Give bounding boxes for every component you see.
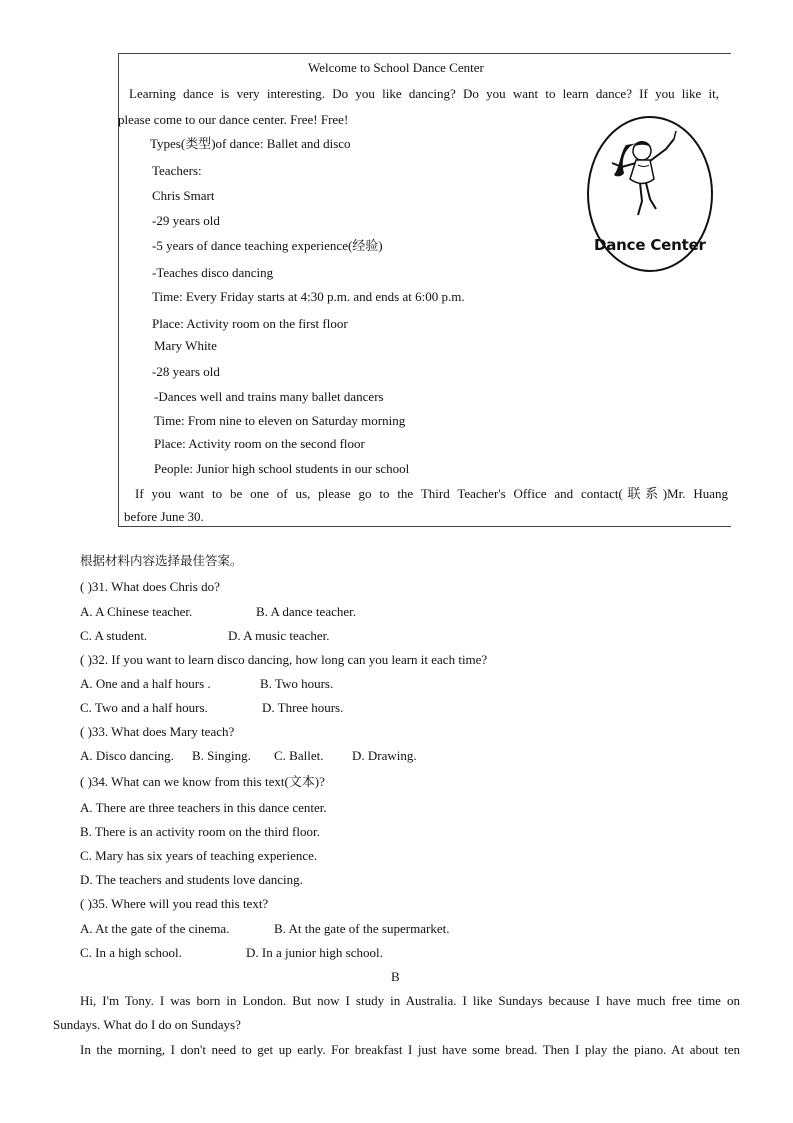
teacher1-teaches: -Teaches disco dancing — [152, 265, 274, 280]
question-option[interactable]: D. The teachers and students love dancing. — [80, 872, 303, 887]
ad-title: Welcome to School Dance Center — [308, 60, 484, 75]
instructions: 根据材料内容选择最佳答案。 — [80, 553, 243, 568]
ad-contact-line-2: before June 30. — [124, 509, 204, 524]
teacher1-place: Place: Activity room on the first floor — [152, 316, 348, 331]
ad-intro-line-2: please come to our dance center. Free! Free! — [118, 112, 349, 127]
ad-teachers-label: Teachers: — [152, 163, 202, 178]
teacher2-people: People: Junior high school students in our school — [154, 461, 410, 476]
ad-intro-line-1: Learning dance is very interesting. Do you like dancing? Do you want to learn dance? If you like it, — [129, 86, 719, 101]
question-option[interactable]: B. Two hours. — [260, 676, 334, 691]
question-option[interactable]: C. Ballet. — [274, 748, 324, 763]
teacher2-place: Place: Activity room on the second floor — [154, 436, 365, 451]
question-option[interactable]: C. Two and a half hours. — [80, 700, 208, 715]
teacher2-time: Time: From nine to eleven on Saturday morning — [154, 413, 406, 428]
question-option[interactable]: C. Mary has six years of teaching experience. — [80, 848, 318, 863]
question-option[interactable]: A. A Chinese teacher. — [80, 604, 193, 619]
question-option[interactable]: D. In a junior high school. — [246, 945, 383, 960]
section-b-heading: B — [391, 969, 400, 984]
question-option[interactable]: B. There is an activity room on the third floor. — [80, 824, 320, 839]
teacher1-time: Time: Every Friday starts at 4:30 p.m. and ends at 6:00 p.m. — [152, 289, 465, 304]
ad-contact-line-1: If you want to be one of us, please go to the Third Teacher's Office and contact(联系)Mr. Huang — [135, 486, 728, 501]
teacher1-experience: -5 years of dance teaching experience(经验) — [152, 238, 383, 253]
section-b-paragraph-2-line-1: In the morning, I don't need to get up early. For breakfast I just have some bread. Then I play the piano. At about ten — [80, 1042, 740, 1057]
section-b-paragraph-1-line-1: Hi, I'm Tony. I was born in London. But now I study in Australia. I like Sundays because I have much free time on — [80, 993, 740, 1008]
question-stem: ( )33. What does Mary teach? — [80, 724, 235, 739]
dancer-figure-icon — [612, 131, 676, 215]
question-option[interactable]: A. One and a half hours . — [80, 676, 211, 691]
question-option[interactable]: D. A music teacher. — [228, 628, 330, 643]
question-option[interactable]: A. Disco dancing. — [80, 748, 174, 763]
section-b-paragraph-1-line-2: Sundays. What do I do on Sundays? — [53, 1017, 241, 1032]
question-stem: ( )35. Where will you read this text? — [80, 896, 269, 911]
logo-text: Dance Center — [594, 236, 706, 254]
question-option[interactable]: D. Three hours. — [262, 700, 344, 715]
question-option[interactable]: B. Singing. — [192, 748, 251, 763]
question-option[interactable]: A. There are three teachers in this dance center. — [80, 800, 327, 815]
teacher2-name: Mary White — [154, 338, 217, 353]
teacher2-skill: -Dances well and trains many ballet dancers — [154, 389, 384, 404]
question-option[interactable]: C. A student. — [80, 628, 148, 643]
question-option[interactable]: A. At the gate of the cinema. — [80, 921, 230, 936]
teacher1-age: -29 years old — [152, 213, 220, 228]
question-stem: ( )31. What does Chris do? — [80, 579, 220, 594]
question-stem: ( )34. What can we know from this text(文本)? — [80, 774, 325, 789]
teacher1-name: Chris Smart — [152, 188, 215, 203]
ad-dance-types: Types(类型)of dance: Ballet and disco — [150, 136, 351, 151]
question-stem: ( )32. If you want to learn disco dancing, how long can you learn it each time? — [80, 652, 488, 667]
question-option[interactable]: B. At the gate of the supermarket. — [274, 921, 450, 936]
question-option[interactable]: D. Drawing. — [352, 748, 417, 763]
teacher2-age: -28 years old — [152, 364, 220, 379]
question-option[interactable]: C. In a high school. — [80, 945, 182, 960]
question-option[interactable]: B. A dance teacher. — [256, 604, 356, 619]
